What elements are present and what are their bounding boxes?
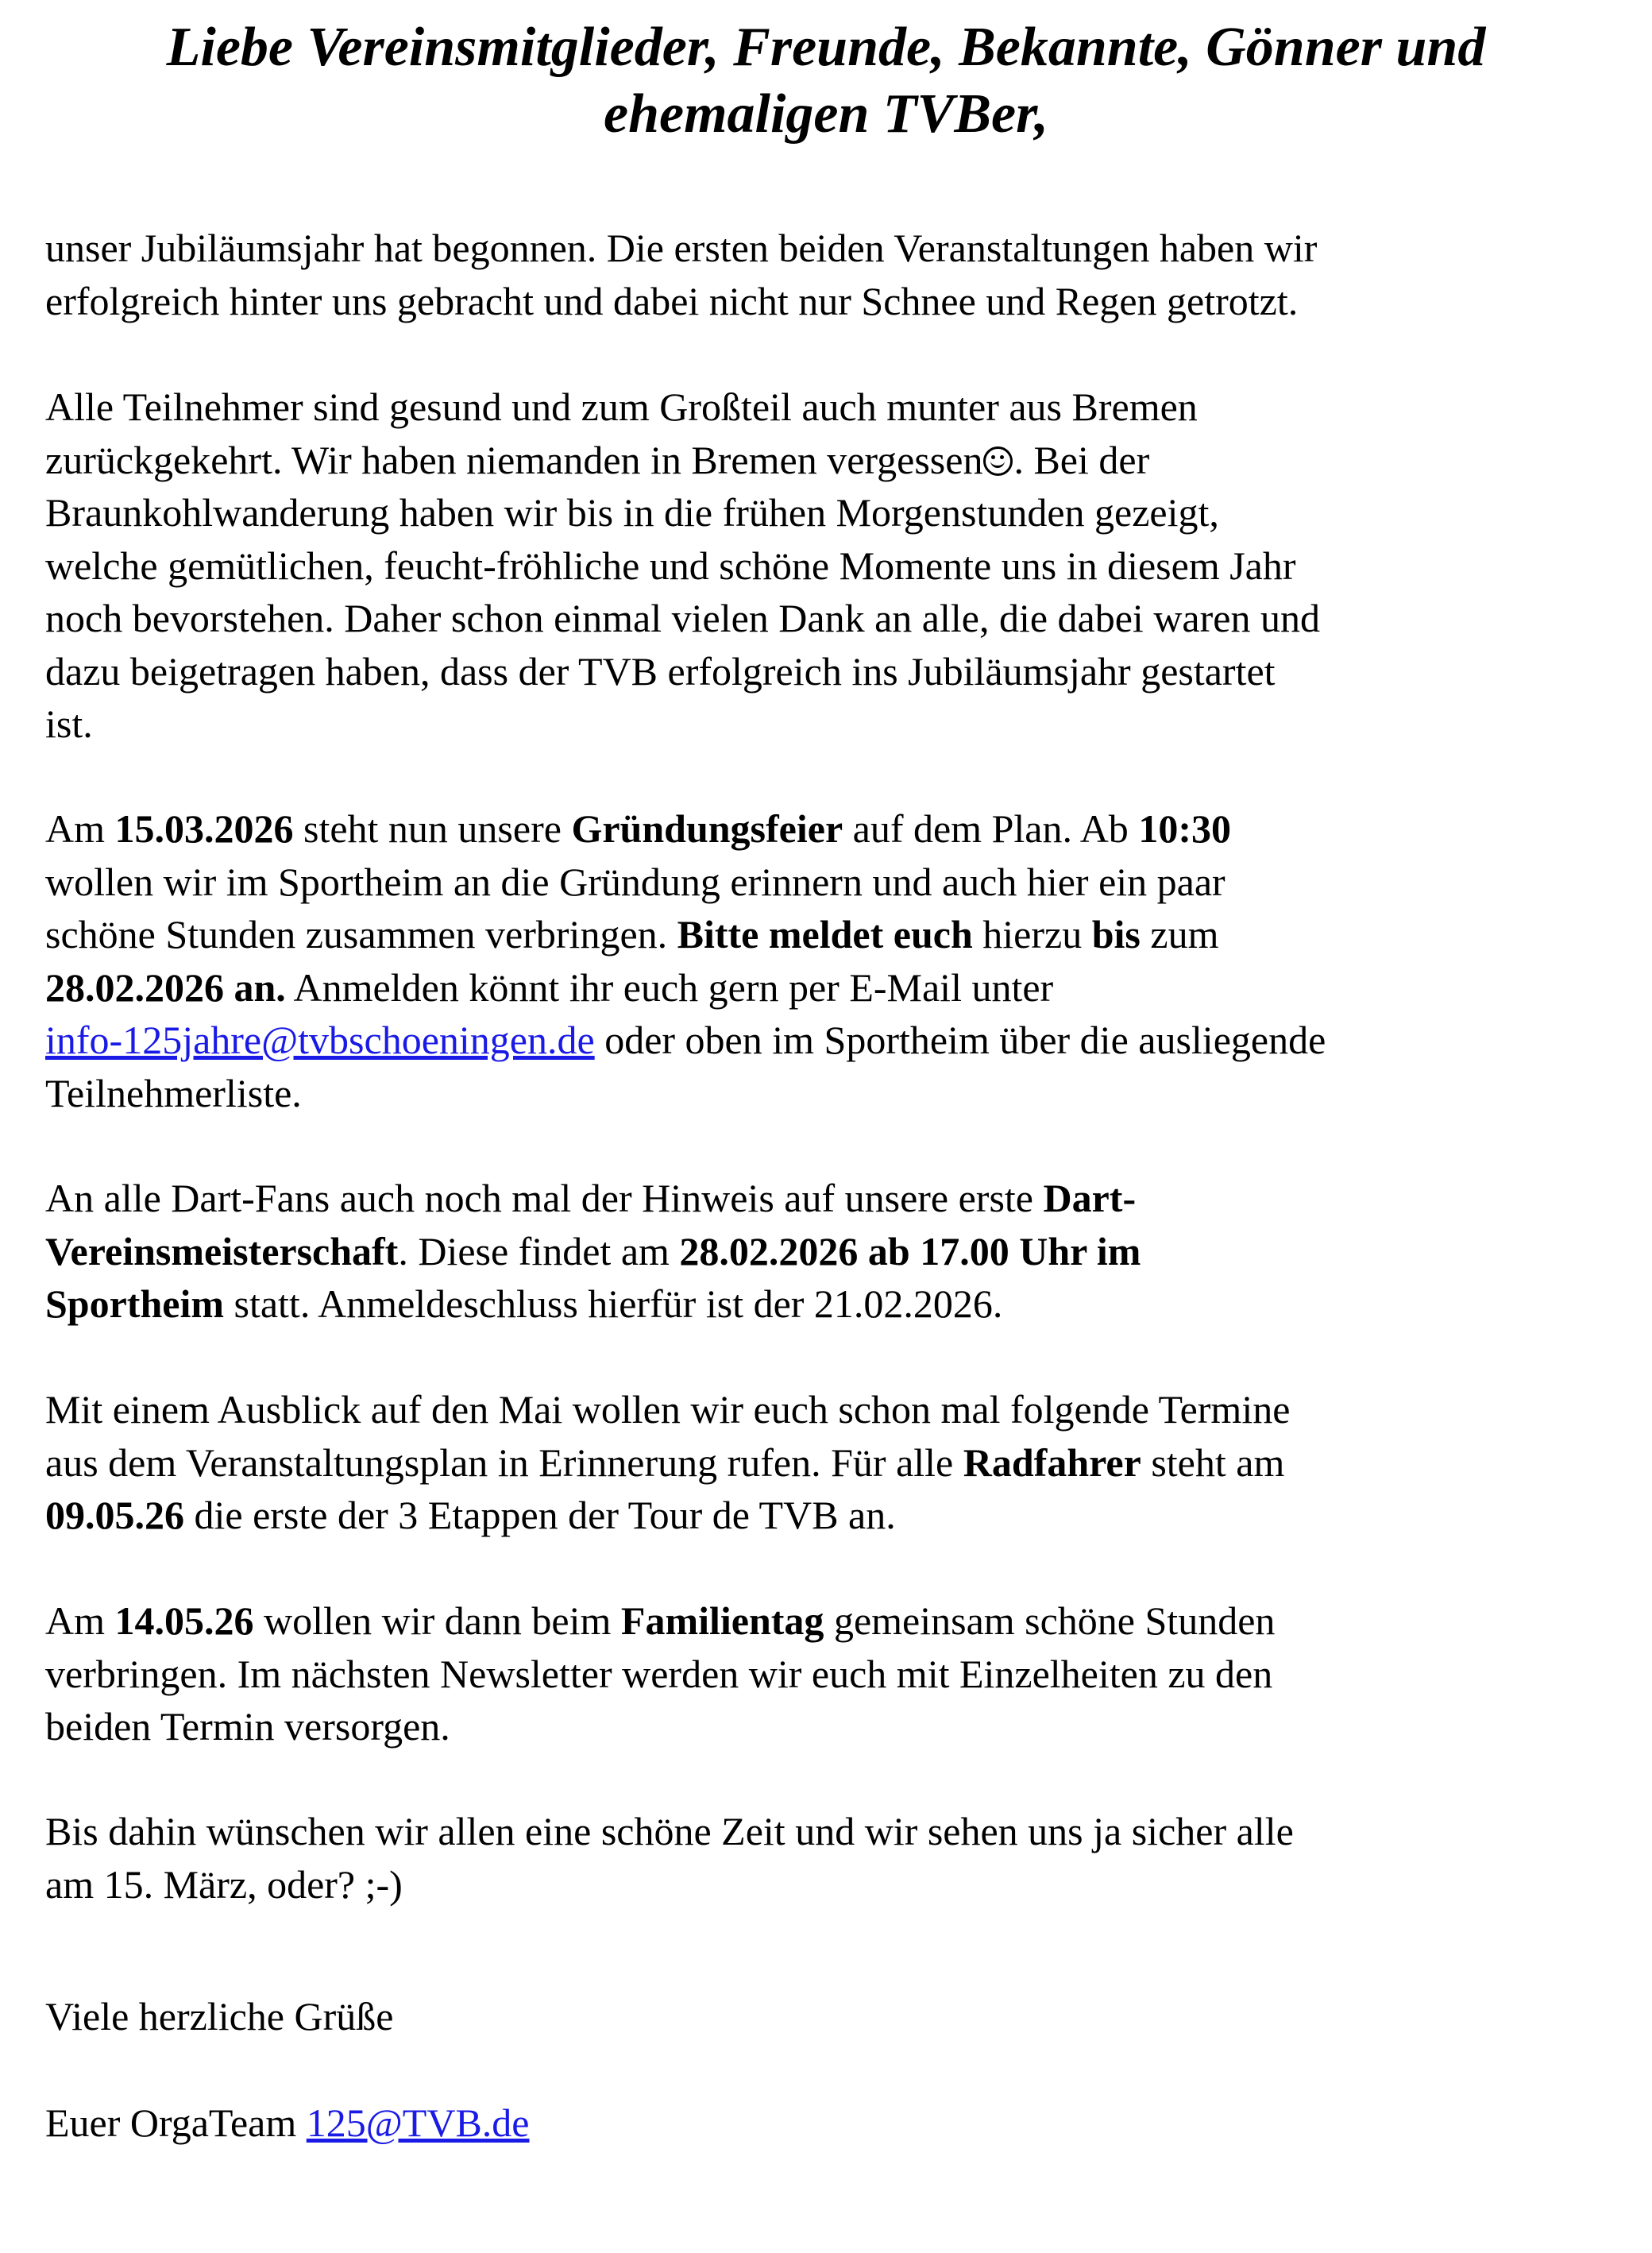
text-line bbox=[45, 1598, 1275, 1643]
text-line: beiden Termin versorgen. bbox=[45, 1704, 450, 1749]
text-line bbox=[45, 1176, 1136, 1220]
greeting-heading bbox=[0, 14, 1652, 148]
text-line bbox=[45, 2100, 530, 2145]
text-fragment: oder oben im Sportheim über die ausliegende bbox=[594, 1018, 1326, 1062]
paragraph-founding-celebration bbox=[45, 802, 1602, 1119]
registration-email-link[interactable]: info-125jahre@tvbschoeningen.de bbox=[45, 1018, 595, 1062]
cyclists-highlight: Radfahrer bbox=[963, 1440, 1141, 1485]
text-fragment: zum bbox=[1140, 912, 1219, 956]
dart-event-name-cont: Vereinsmeisterschaft bbox=[45, 1228, 399, 1273]
text-line: verbringen. Im nächsten Newsletter werden wir euch mit Einzelheiten zu den bbox=[45, 1651, 1273, 1696]
paragraph-dart-championship bbox=[45, 1172, 1602, 1331]
text-fragment: statt. Anmeldeschluss hierfür ist der 21.02.2026. bbox=[224, 1281, 1003, 1326]
text-fragment: . Bei der bbox=[1013, 437, 1150, 482]
family-day-name: Familientag bbox=[620, 1598, 824, 1643]
text-fragment: hierzu bbox=[972, 912, 1092, 956]
text-line: erfolgreich hinter uns gebracht und dabei nicht nur Schnee und Regen getrotzt. bbox=[45, 278, 1299, 323]
text-line: Bis dahin wünschen wir allen eine schöne Zeit und wir sehen uns ja sicher alle bbox=[45, 1809, 1294, 1853]
text-line bbox=[45, 1493, 896, 1537]
text-line: ist. bbox=[45, 701, 93, 746]
text-fragment: steht am bbox=[1141, 1440, 1285, 1485]
signature bbox=[45, 2096, 1602, 2150]
text-fragment: Am bbox=[45, 806, 115, 851]
text-line bbox=[45, 1440, 1284, 1485]
orgateam-email-link[interactable]: 125@TVB.de bbox=[306, 2100, 530, 2145]
text-line: noch bevorstehen. Daher schon einmal vielen Dank an alle, die dabei waren und bbox=[45, 596, 1320, 640]
founding-date: 15.03.2026 bbox=[114, 806, 294, 851]
paragraph-farewell bbox=[45, 1805, 1602, 1911]
paragraph-family-day bbox=[45, 1594, 1602, 1753]
text-line: Mit einem Ausblick auf den Mai wollen wir euch schon mal folgende Termine bbox=[45, 1387, 1291, 1432]
text-line: Alle Teilnehmer sind gesund und zum Großteil auch munter aus Bremen bbox=[45, 385, 1198, 429]
text-line: Viele herzliche Grüße bbox=[45, 1994, 394, 2039]
dart-event-datetime: 28.02.2026 ab 17.00 Uhr im bbox=[679, 1228, 1141, 1273]
closing-greeting bbox=[45, 1990, 1602, 2043]
text-line bbox=[45, 438, 1149, 482]
paragraph-season-start bbox=[45, 222, 1602, 327]
family-day-date: 14.05.26 bbox=[114, 1598, 254, 1643]
text-fragment: . Diese findet am bbox=[398, 1228, 680, 1273]
greeting-heading-line-1: Liebe Vereinsmitglieder, Freunde, Bekannte, Gönner und bbox=[166, 17, 1486, 78]
text-line bbox=[45, 1229, 1141, 1273]
dart-event-location: Sportheim bbox=[45, 1281, 224, 1326]
text-line bbox=[45, 1281, 1002, 1326]
text-fragment: steht nun unsere bbox=[293, 806, 572, 851]
text-fragment: schöne Stunden zusammen verbringen. bbox=[45, 912, 677, 956]
text-line bbox=[45, 965, 1053, 1010]
text-fragment: Am bbox=[45, 1598, 115, 1643]
text-line: dazu beigetragen haben, dass der TVB erfolgreich ins Jubiläumsjahr gestartet bbox=[45, 648, 1276, 694]
smiley-face-icon bbox=[983, 446, 1013, 476]
registration-until: bis bbox=[1091, 912, 1141, 956]
text-fragment: gemeinsam schöne Stunden bbox=[824, 1598, 1276, 1643]
text-fragment: zurückgekehrt. Wir haben niemanden in Bremen vergessen bbox=[45, 437, 983, 482]
event-time: 10:30 bbox=[1138, 806, 1231, 851]
text-line bbox=[45, 1018, 1326, 1062]
dart-event-name: Dart- bbox=[1043, 1176, 1137, 1220]
text-line: wollen wir im Sportheim an die Gründung erinnern und auch hier ein paar bbox=[45, 859, 1225, 904]
paragraph-may-outlook bbox=[45, 1383, 1602, 1542]
text-fragment: Anmelden könnt ihr euch gern per E-Mail unter bbox=[285, 964, 1054, 1010]
text-fragment: die erste der 3 Etappen der Tour de TVB an. bbox=[184, 1493, 896, 1537]
tour-date: 09.05.26 bbox=[45, 1493, 184, 1537]
registration-deadline: 28.02.2026 an. bbox=[45, 964, 286, 1010]
event-name: Gründungsfeier bbox=[571, 806, 843, 851]
text-line: unser Jubiläumsjahr hat begonnen. Die ersten beiden Veranstaltungen haben wir bbox=[45, 226, 1318, 270]
text-fragment: wollen wir dann beim bbox=[253, 1598, 621, 1643]
text-fragment: auf dem Plan. Ab bbox=[843, 806, 1139, 851]
text-line: am 15. März, oder? ;-) bbox=[45, 1861, 403, 1907]
text-line: Teilnehmerliste. bbox=[45, 1070, 302, 1115]
text-line bbox=[45, 806, 1231, 851]
signature-text: Euer OrgaTeam bbox=[45, 2100, 307, 2145]
registration-callout: Bitte meldet euch bbox=[677, 912, 973, 956]
greeting-heading-line-2: ehemaligen TVBer, bbox=[604, 83, 1048, 145]
text-line: welche gemütlichen, feucht-fröhliche und schöne Momente uns in diesem Jahr bbox=[45, 543, 1296, 588]
text-fragment: aus dem Veranstaltungsplan in Erinnerung rufen. Für alle bbox=[45, 1440, 963, 1485]
text-fragment: An alle Dart-Fans auch noch mal der Hinweis auf unsere erste bbox=[45, 1176, 1044, 1220]
paragraph-bremen-trip bbox=[45, 381, 1602, 751]
text-line: Braunkohlwanderung haben wir bis in die frühen Morgenstunden gezeigt, bbox=[45, 490, 1219, 535]
text-line bbox=[45, 912, 1218, 956]
